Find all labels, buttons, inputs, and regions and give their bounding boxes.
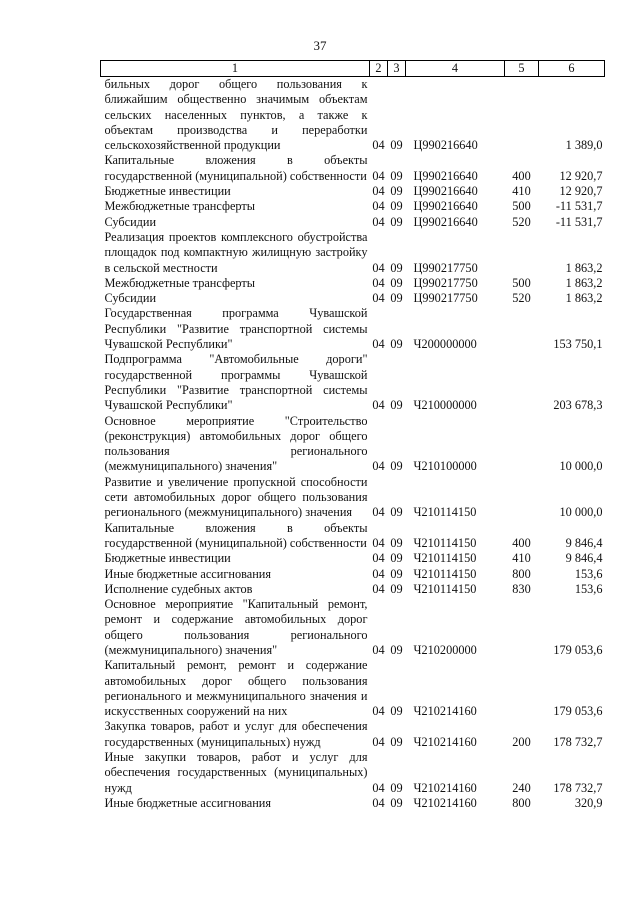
- row-amount-cell: 1 863,2: [565, 275, 603, 290]
- row-amount-cell: 10 000,0: [559, 459, 603, 474]
- table-row: [101, 352, 605, 413]
- row-name-cell: Капитальные вложения в объекты государственной (муниципальной) собственности: [104, 153, 368, 183]
- row-amount-cell: -11 531,7: [555, 214, 603, 229]
- row-section-cell: 04: [372, 214, 385, 229]
- row-amount-cell: 178 732,7: [553, 780, 603, 795]
- row-amount-cell: 10 000,0: [559, 505, 603, 520]
- row-subsection-cell: 09: [390, 214, 403, 229]
- table-body: [101, 77, 605, 812]
- row-target-article-cell: Ч210214160: [413, 734, 477, 749]
- row-subsection-cell: 09: [390, 704, 403, 719]
- row-amount-cell: 12 920,7: [559, 184, 603, 199]
- row-name-cell: Субсидии: [104, 291, 157, 306]
- table-row: [101, 276, 605, 291]
- row-expense-type-cell: 500: [512, 199, 531, 214]
- row-expense-type-cell: 240: [512, 780, 531, 795]
- table-row: [101, 567, 605, 582]
- row-target-article-cell: Ц990217750: [413, 260, 478, 275]
- row-subsection-cell: 09: [390, 734, 403, 749]
- row-section-cell: 04: [372, 581, 385, 596]
- row-subsection-cell: 09: [390, 337, 403, 352]
- row-subsection-cell: 09: [390, 581, 403, 596]
- row-amount-cell: 153,6: [574, 566, 603, 581]
- row-subsection-cell: 09: [390, 459, 403, 474]
- row-amount-cell: 1 389,0: [565, 138, 603, 153]
- row-name-cell: Закупка товаров, работ и услуг для обеспечения государственных (муниципальных) нужд: [104, 719, 368, 749]
- row-section-cell: 04: [372, 291, 385, 306]
- row-target-article-cell: Ч210000000: [413, 398, 477, 413]
- row-section-cell: 04: [372, 505, 385, 520]
- row-section-cell: 04: [372, 535, 385, 550]
- row-expense-type-cell: [505, 414, 539, 475]
- header-row: [101, 61, 605, 77]
- row-target-article-cell: Ч210114150: [413, 581, 477, 596]
- row-target-article-cell: Ц990217750: [413, 275, 478, 290]
- row-amount-cell: 153 750,1: [553, 337, 603, 352]
- table-row: [101, 521, 605, 552]
- row-amount-cell: 1 863,2: [565, 291, 603, 306]
- row-expense-type-cell: [505, 475, 539, 521]
- row-subsection-cell: 09: [390, 168, 403, 183]
- row-subsection-cell: 09: [390, 780, 403, 795]
- row-expense-type-cell: 830: [512, 581, 531, 596]
- row-name-cell: Субсидии: [104, 214, 157, 229]
- row-expense-type-cell: [505, 597, 539, 658]
- row-target-article-cell: Ц990216640: [413, 138, 478, 153]
- row-target-article-cell: Ч210114150: [413, 505, 477, 520]
- row-target-article-cell: Ч210100000: [413, 459, 477, 474]
- row-name-cell: Государственная программа Чувашской Республики "Развитие транспортной системы Чувашской Республики": [104, 306, 368, 352]
- table-row: [101, 184, 605, 199]
- row-subsection-cell: 09: [390, 291, 403, 306]
- row-subsection-cell: 09: [390, 199, 403, 214]
- row-expense-type-cell: 200: [512, 734, 531, 749]
- table-row: [101, 658, 605, 719]
- page-number: 37: [313, 38, 327, 53]
- row-section-cell: 04: [372, 566, 385, 581]
- row-subsection-cell: 09: [390, 275, 403, 290]
- row-name-cell: бильных дорог общего пользования к ближайшим общественно значимым объектам сельских населенных пунктов, а также к объектам производства и переработки сельскохозяйственной продукции: [104, 77, 368, 153]
- row-expense-type-cell: [505, 230, 539, 276]
- row-subsection-cell: 09: [390, 535, 403, 550]
- row-section-cell: 04: [372, 780, 385, 795]
- row-name-cell: Исполнение судебных актов: [104, 581, 253, 596]
- row-section-cell: 04: [372, 138, 385, 153]
- row-section-cell: 04: [372, 734, 385, 749]
- row-expense-type-cell: 800: [512, 566, 531, 581]
- table-row: [101, 199, 605, 214]
- row-expense-type-cell: 520: [512, 291, 531, 306]
- row-subsection-cell: 09: [390, 551, 403, 566]
- table-row: [101, 77, 605, 154]
- table-row: [101, 153, 605, 184]
- row-target-article-cell: Ч210214160: [413, 704, 477, 719]
- row-name-cell: Развитие и увеличение пропускной способности сети автомобильных дорог общего пользования регионального (межмуниципального) значения: [104, 474, 368, 520]
- row-name-cell: Подпрограмма "Автомобильные дороги" государственной программы Чувашской Республики "Развитие транспортной системы Чувашской Республики": [104, 352, 368, 413]
- row-amount-cell: 9 846,4: [565, 535, 603, 550]
- row-section-cell: 04: [372, 184, 385, 199]
- header-col-1: 1: [101, 61, 370, 77]
- row-amount-cell: 179 053,6: [553, 704, 603, 719]
- table-row: [101, 306, 605, 352]
- table-row: [101, 750, 605, 796]
- table-row: [101, 230, 605, 276]
- row-expense-type-cell: 400: [512, 168, 531, 183]
- header-col-6: 6: [539, 61, 605, 77]
- table-row: [101, 719, 605, 750]
- row-target-article-cell: Ч210114150: [413, 551, 477, 566]
- row-name-cell: Капитальный ремонт, ремонт и содержание автомобильных дорог общего пользования регионального и межмуниципального значения и искусственных сооружений на них: [104, 658, 368, 719]
- row-expense-type-cell: 410: [512, 184, 531, 199]
- row-name-cell: Капитальные вложения в объекты государственной (муниципальной) собственности: [104, 520, 368, 550]
- row-target-article-cell: Ч210200000: [413, 642, 477, 657]
- row-amount-cell: 320,9: [574, 795, 603, 810]
- row-section-cell: 04: [372, 260, 385, 275]
- row-subsection-cell: 09: [390, 398, 403, 413]
- row-name-cell: Реализация проектов комплексного обустройства площадок под компактную жилищную застройку в сельской местности: [104, 229, 368, 275]
- row-name-cell: Иные бюджетные ассигнования: [104, 566, 272, 581]
- row-amount-cell: 9 846,4: [565, 551, 603, 566]
- row-expense-type-cell: 410: [512, 551, 531, 566]
- table-row: [101, 215, 605, 230]
- row-name-cell: Межбюджетные трансферты: [104, 275, 256, 290]
- row-name-cell: Бюджетные инвестиции: [104, 184, 231, 199]
- row-subsection-cell: 09: [390, 642, 403, 657]
- table-row: [101, 597, 605, 658]
- row-section-cell: 04: [372, 337, 385, 352]
- row-section-cell: 04: [372, 459, 385, 474]
- row-target-article-cell: Ч210214160: [413, 795, 477, 810]
- row-amount-cell: 178 732,7: [553, 734, 603, 749]
- row-expense-type-cell: 500: [512, 275, 531, 290]
- table-row: [101, 796, 605, 811]
- row-expense-type-cell: 400: [512, 535, 531, 550]
- row-target-article-cell: Ч210114150: [413, 566, 477, 581]
- row-subsection-cell: 09: [390, 505, 403, 520]
- row-expense-type-cell: 520: [512, 214, 531, 229]
- row-name-cell: Иные бюджетные ассигнования: [104, 795, 272, 810]
- row-name-cell: Иные закупки товаров, работ и услуг для обеспечения государственных (муниципальных) нужд: [104, 750, 368, 795]
- row-subsection-cell: 09: [390, 795, 403, 810]
- row-section-cell: 04: [372, 275, 385, 290]
- row-amount-cell: 179 053,6: [553, 642, 603, 657]
- row-subsection-cell: 09: [390, 260, 403, 275]
- header-col-4: 4: [406, 61, 505, 77]
- row-amount-cell: 12 920,7: [559, 168, 603, 183]
- row-name-cell: Основное мероприятие "Капитальный ремонт, ремонт и содержание автомобильных дорог общего пользования регионального (межмуниципального) значения": [104, 597, 368, 657]
- row-section-cell: 04: [372, 795, 385, 810]
- row-section-cell: 04: [372, 642, 385, 657]
- table-row: [101, 414, 605, 475]
- row-target-article-cell: Ц990216640: [413, 214, 478, 229]
- row-section-cell: 04: [372, 704, 385, 719]
- row-target-article-cell: Ц990217750: [413, 291, 478, 306]
- row-target-article-cell: Ц990216640: [413, 184, 478, 199]
- row-target-article-cell: Ч210114150: [413, 535, 477, 550]
- row-name-cell: Бюджетные инвестиции: [104, 551, 231, 566]
- row-expense-type-cell: [505, 77, 539, 154]
- row-amount-cell: 203 678,3: [553, 398, 603, 413]
- table-row: [101, 551, 605, 566]
- row-expense-type-cell: 800: [512, 795, 531, 810]
- row-target-article-cell: Ц990216640: [413, 199, 478, 214]
- row-subsection-cell: 09: [390, 184, 403, 199]
- table-row: [101, 291, 605, 306]
- row-section-cell: 04: [372, 551, 385, 566]
- row-amount-cell: -11 531,7: [555, 199, 603, 214]
- row-target-article-cell: Ч200000000: [413, 337, 477, 352]
- row-amount-cell: 153,6: [574, 581, 603, 596]
- row-expense-type-cell: [505, 306, 539, 352]
- row-name-cell: Межбюджетные трансферты: [104, 199, 256, 214]
- row-section-cell: 04: [372, 398, 385, 413]
- row-name-cell: Основное мероприятие "Строительство (реконструкция) автомобильных дорог общего пользования регионального (межмуниципального) значения": [104, 413, 368, 474]
- table-header: [101, 61, 605, 77]
- row-subsection-cell: 09: [390, 566, 403, 581]
- table-row: [101, 475, 605, 521]
- row-target-article-cell: Ц990216640: [413, 168, 478, 183]
- header-col-2: 2: [370, 61, 388, 77]
- row-section-cell: 04: [372, 199, 385, 214]
- header-col-3: 3: [388, 61, 406, 77]
- row-subsection-cell: 09: [390, 138, 403, 153]
- row-amount-cell: 1 863,2: [565, 260, 603, 275]
- row-expense-type-cell: [505, 352, 539, 413]
- table-row: [101, 582, 605, 597]
- header-col-5: 5: [505, 61, 539, 77]
- row-section-cell: 04: [372, 168, 385, 183]
- row-expense-type-cell: [505, 658, 539, 719]
- row-target-article-cell: Ч210214160: [413, 780, 477, 795]
- budget-table: [100, 60, 605, 811]
